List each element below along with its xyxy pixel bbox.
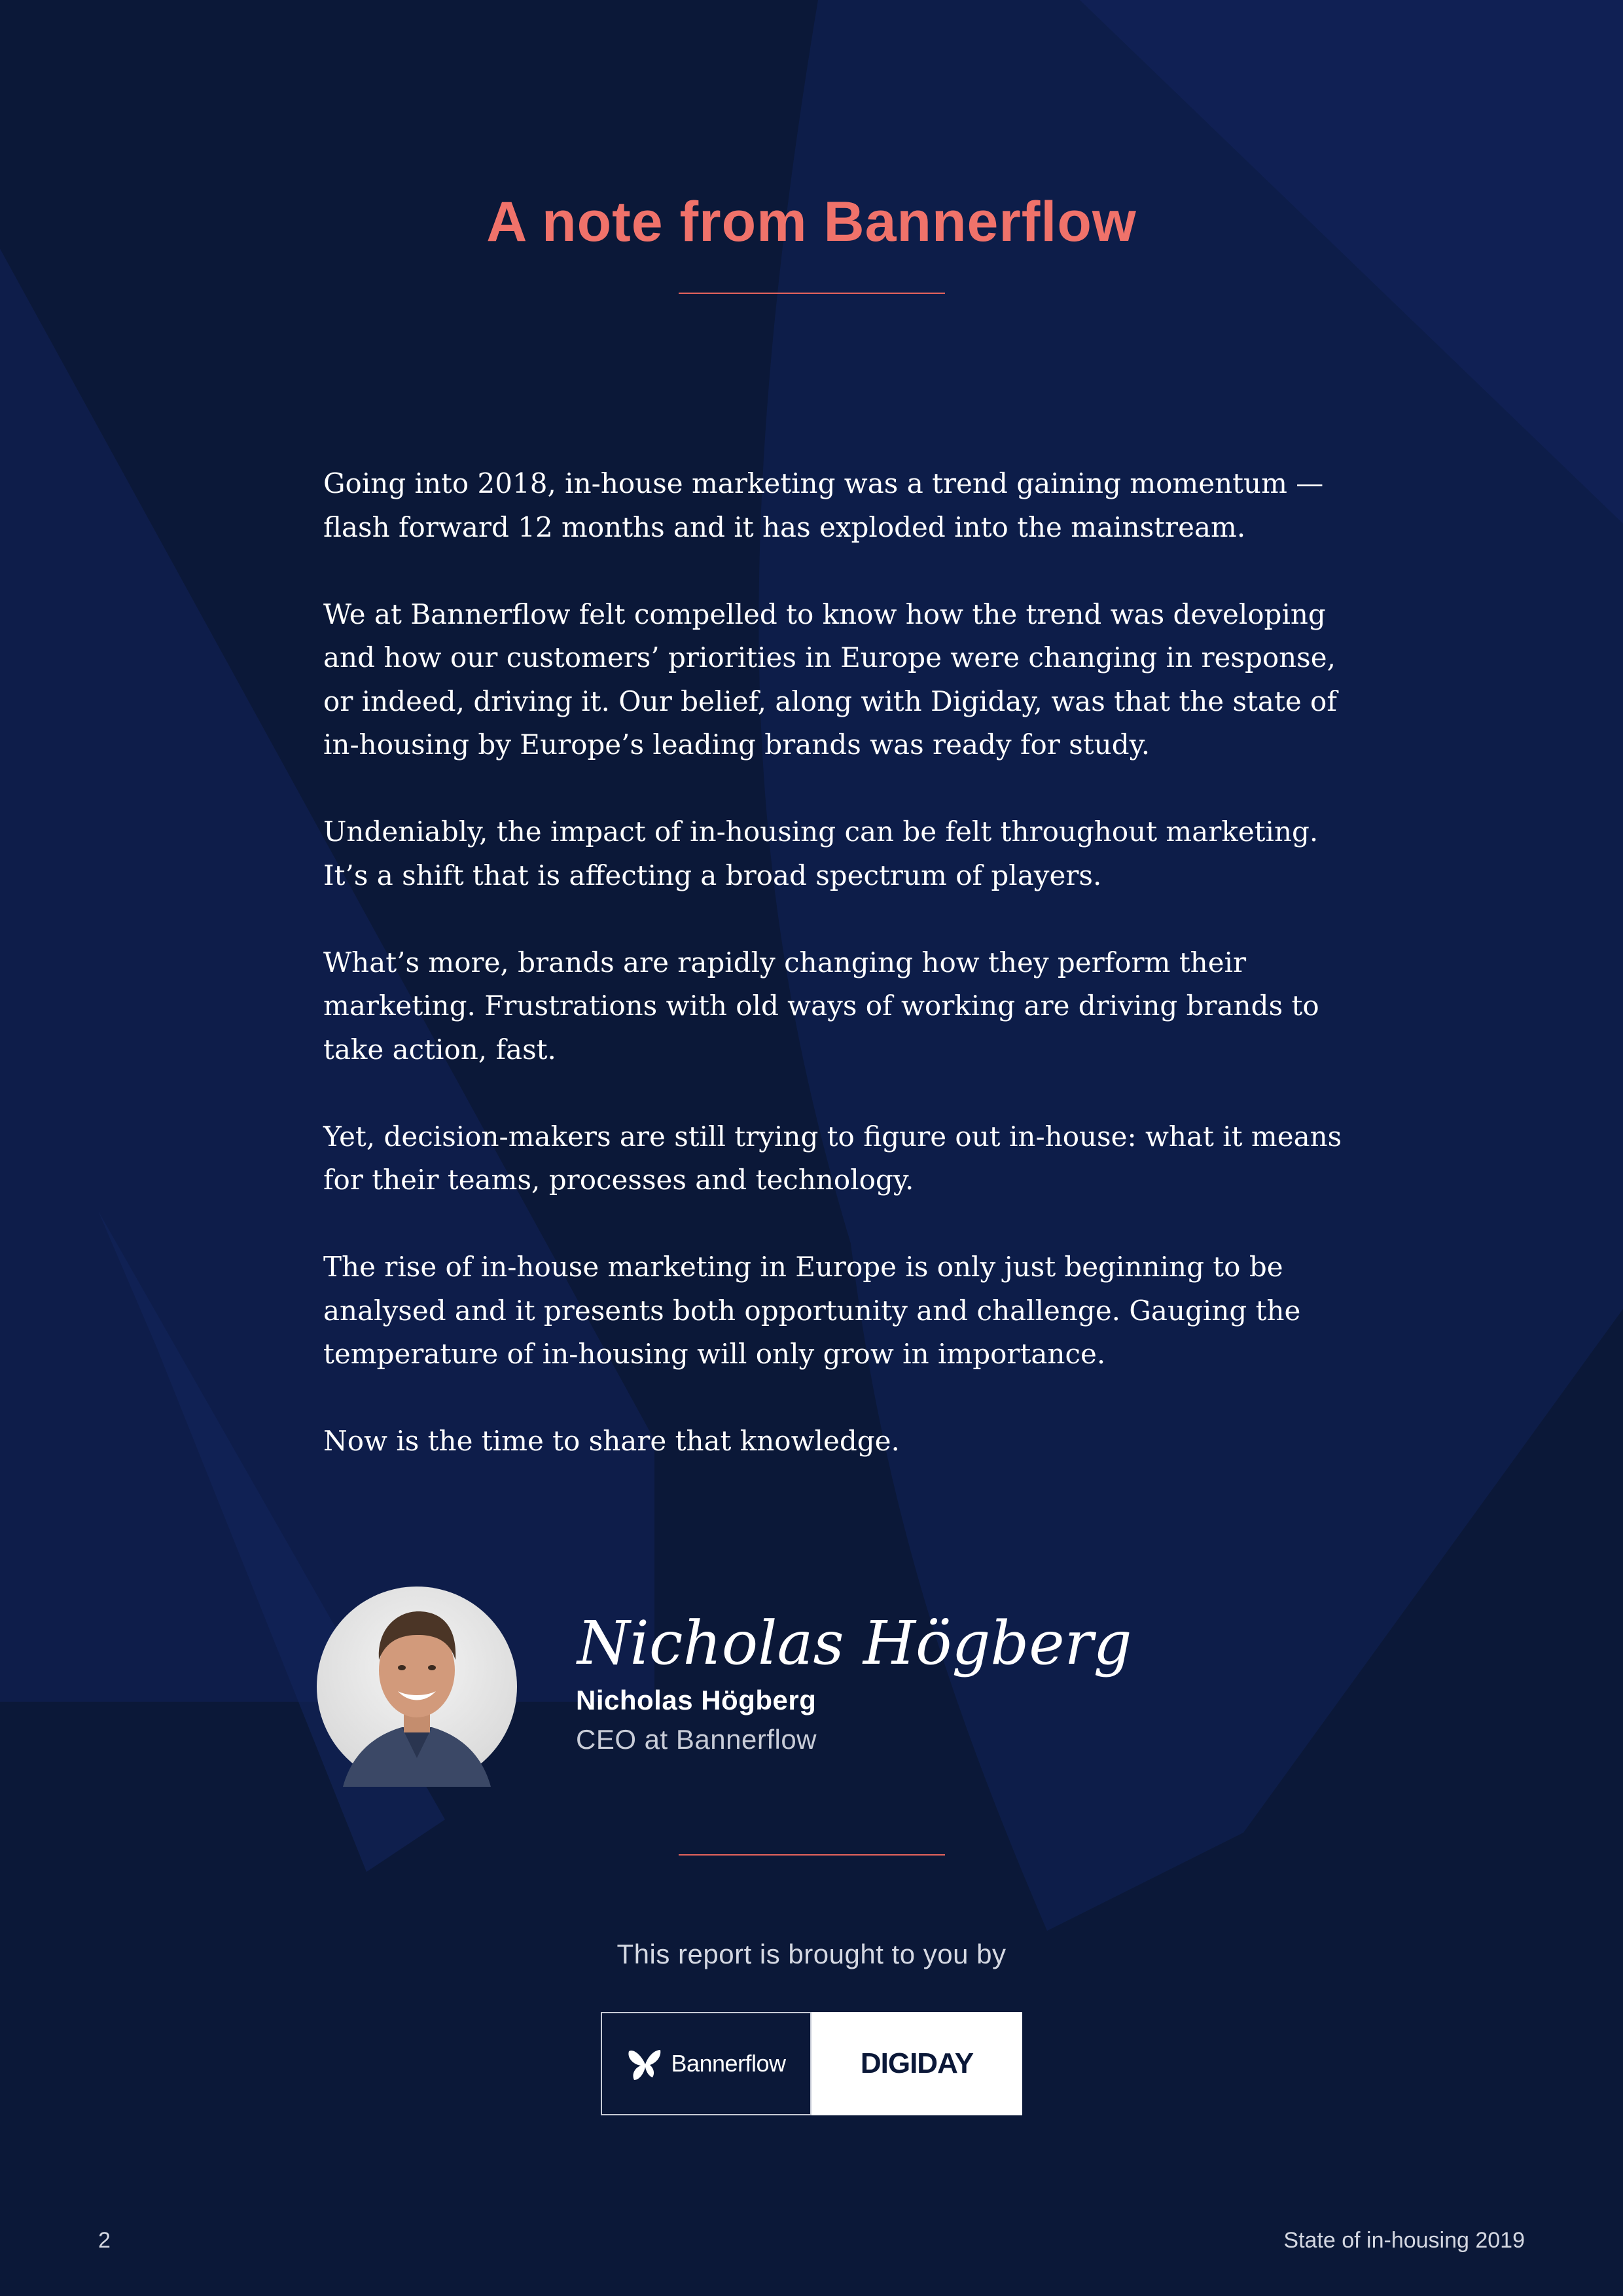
author-photo — [317, 1587, 517, 1787]
digiday-logo-text: DIGIDAY — [860, 2047, 974, 2079]
signature-graphic — [575, 1597, 1132, 1695]
paragraph: Yet, decision-makers are still trying to figure out in-house: what it means for their teams, processes and technology. — [323, 1120, 1342, 1196]
paragraph: The rise of in-house marketing in Europe is only just beginning to be analysed and it presents both opportunity and challenge. Gauging the temperature of in-housing will only grow in importance. — [323, 1251, 1301, 1370]
bannerflow-logo-text: Bannerflow — [671, 2050, 786, 2077]
sponsor-logos — [601, 2012, 1022, 2115]
author-name: Nicholas Högberg — [576, 1685, 817, 1715]
report-title: State of in-housing 2019 — [1283, 2228, 1525, 2253]
butterfly-icon — [626, 2045, 664, 2083]
paragraph: Now is the time to share that knowledge. — [323, 1425, 900, 1457]
signature-script: Nicholas Högberg — [577, 1608, 1132, 1678]
title-divider — [679, 293, 945, 294]
digiday-logo — [812, 2012, 1022, 2115]
page-number: 2 — [98, 2228, 111, 2253]
paragraph: Going into 2018, in-house marketing was a trend gaining momentum — flash forward 12 months and it has exploded into the mainstream. — [323, 467, 1324, 543]
letter-body — [323, 462, 1370, 1463]
paragraph: Undeniably, the impact of in-housing can be felt throughout marketing. It’s a shift that is affecting a broad spectrum of players. — [323, 816, 1319, 891]
sponsors-intro: This report is brought to you by — [616, 1939, 1007, 1969]
paragraph: We at Bannerflow felt compelled to know how the trend was developing and how our customers’ priorities in Europe were changing in response, or indeed, driving it. Our belief, along with Digiday, was that the state of in-housing by Europe’s leading brands was ready for study. — [323, 598, 1337, 761]
bannerflow-logo — [601, 2012, 812, 2115]
signature-divider — [679, 1854, 945, 1856]
paragraph: What’s more, brands are rapidly changing how they perform their marketing. Frustrations with old ways of working are driving brands to take action, fast. — [323, 946, 1319, 1066]
page-title: A note from Bannerflow — [486, 190, 1137, 253]
author-role: CEO at Bannerflow — [576, 1724, 817, 1755]
